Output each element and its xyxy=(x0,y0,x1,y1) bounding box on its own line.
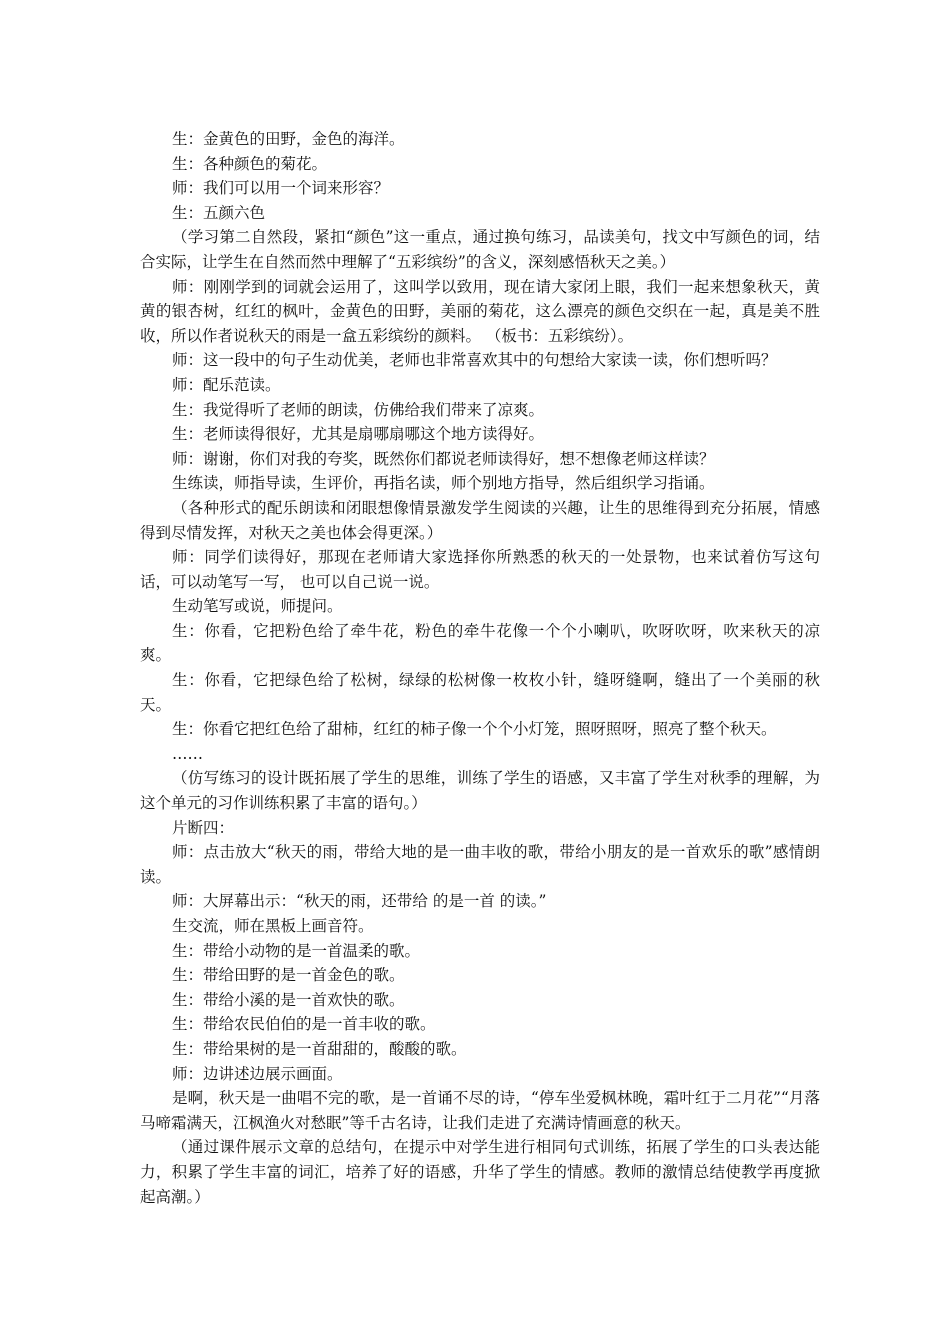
paragraph: 生交流，师在黑板上画音符。 xyxy=(172,917,374,935)
paragraph: 师：刚刚学到的词就会运用了，这叫学以致用，现在请大家闭上眼，我们一起来想象秋天，黄黄的银杏树，红红的枫叶，金黄色的田野，美丽的菊花，这么漂亮的颜色交织在一起，真是美不胜收，所以作者说秋天的雨是一盒五彩缤纷的颜料。 （板书：五彩缤纷）。 xyxy=(140,277,820,345)
paragraph: 是啊，秋天是一曲唱不完的歌，是一首诵不尽的诗，“停车坐爱枫林晚，霜叶红于二月花”“月落马啼霜满天，江枫渔火对愁眠”等千古名诗，让我们走进了充满诗情画意的秋天。 xyxy=(140,1089,820,1132)
paragraph: 生：金黄色的田野，金色的海洋。 xyxy=(172,130,405,148)
paragraph: 生：带给小溪的是一首欢快的歌。 xyxy=(172,990,405,1009)
paragraph: （各种形式的配乐朗读和闭眼想像情景激发学生阅读的兴趣，让生的思维得到充分拓展，情感得到尽情发挥，对秋天之美也体会得更深。） xyxy=(140,498,820,542)
section-heading: 片断四： xyxy=(172,818,235,837)
paragraph: 生：你看，它把绿色给了松树，绿绿的松树像一枚枚小针，缝呀缝啊，缝出了一个美丽的秋天。 xyxy=(140,671,820,714)
paragraph: 生：五颜六色 xyxy=(172,203,266,222)
paragraph: 师：谢谢，你们对我的夸奖，既然你们都说老师读得好，想不想像老师这样读？ xyxy=(172,449,715,468)
paragraph: 师：我们可以用一个词来形容？ xyxy=(172,179,390,198)
paragraph: 师：这一段中的句子生动优美，老师也非常喜欢其中的句想给大家读一读，你们想听吗？ xyxy=(172,351,777,370)
paragraph: 生：你看它把红色给了甜柿，红红的柿子像一个个小灯笼，照呀照呀，照亮了整个秋天。 xyxy=(172,720,777,739)
paragraph: 师：点击放大“秋天的雨，带给大地的是一曲丰收的歌，带给小朋友的是一首欢乐的歌”感情朗读。 xyxy=(140,843,820,886)
paragraph: 生：我觉得听了老师的朗读，仿佛给我们带来了凉爽。 xyxy=(172,400,545,419)
document-body xyxy=(140,127,820,1209)
paragraph: 生：带给果树的是一首甜甜的，酸酸的歌。 xyxy=(172,1039,467,1058)
paragraph: 生：老师读得很好，尤其是扇哪扇哪这个地方读得好。 xyxy=(172,425,545,444)
paragraph: 生：带给小动物的是一首温柔的歌。 xyxy=(172,941,421,960)
paragraph: 生：各种颜色的菊花。 xyxy=(172,154,328,173)
paragraph: …… xyxy=(172,744,203,763)
paragraph: （通过课件展示文章的总结句，在提示中对学生进行相同句式训练，拓展了学生的口头表达能力，积累了学生丰富的词汇，培养了好的语感，升华了学生的情感。教师的激情总结使教学再度掀起高潮。） xyxy=(140,1138,820,1206)
paragraph: （仿写练习的设计既拓展了学生的思维，训练了学生的语感，又丰富了学生对秋季的理解，为这个单元的习作训练积累了丰富的语句。） xyxy=(140,769,820,813)
paragraph: 生：带给田野的是一首金色的歌。 xyxy=(172,966,405,985)
paragraph: 师：配乐范读。 xyxy=(172,375,281,394)
paragraph: 生：你看，它把粉色给了牵牛花，粉色的牵牛花像一个个小喇叭，吹呀吹呀，吹来秋天的凉爽。 xyxy=(140,621,820,665)
paragraph: 师：大屏幕出示：“秋天的雨，还带给 的是一首 的读。” xyxy=(172,892,547,911)
paragraph: 生动笔写或说，师提问。 xyxy=(172,597,343,616)
paragraph: （学习第二自然段，紧扣“颜色”这一重点，通过换句练习，品读美句，找文中写颜色的词，结合实际，让学生在自然而然中理解了“五彩缤纷”的含义，深刻感悟秋天之美。） xyxy=(140,228,820,271)
paragraph: 师：边讲述边展示画面。 xyxy=(172,1064,343,1083)
paragraph: 师：同学们读得好，那现在老师请大家选择你所熟悉的秋天的一处景物，也来试着仿写这句话，可以动笔写一写， 也可以自己说一说。 xyxy=(140,548,820,591)
paragraph: 生：带给农民伯伯的是一首丰收的歌。 xyxy=(172,1015,436,1034)
paragraph: 生练读，师指导读，生评价，再指名读，师个别地方指导，然后组织学习指诵。 xyxy=(172,474,715,493)
